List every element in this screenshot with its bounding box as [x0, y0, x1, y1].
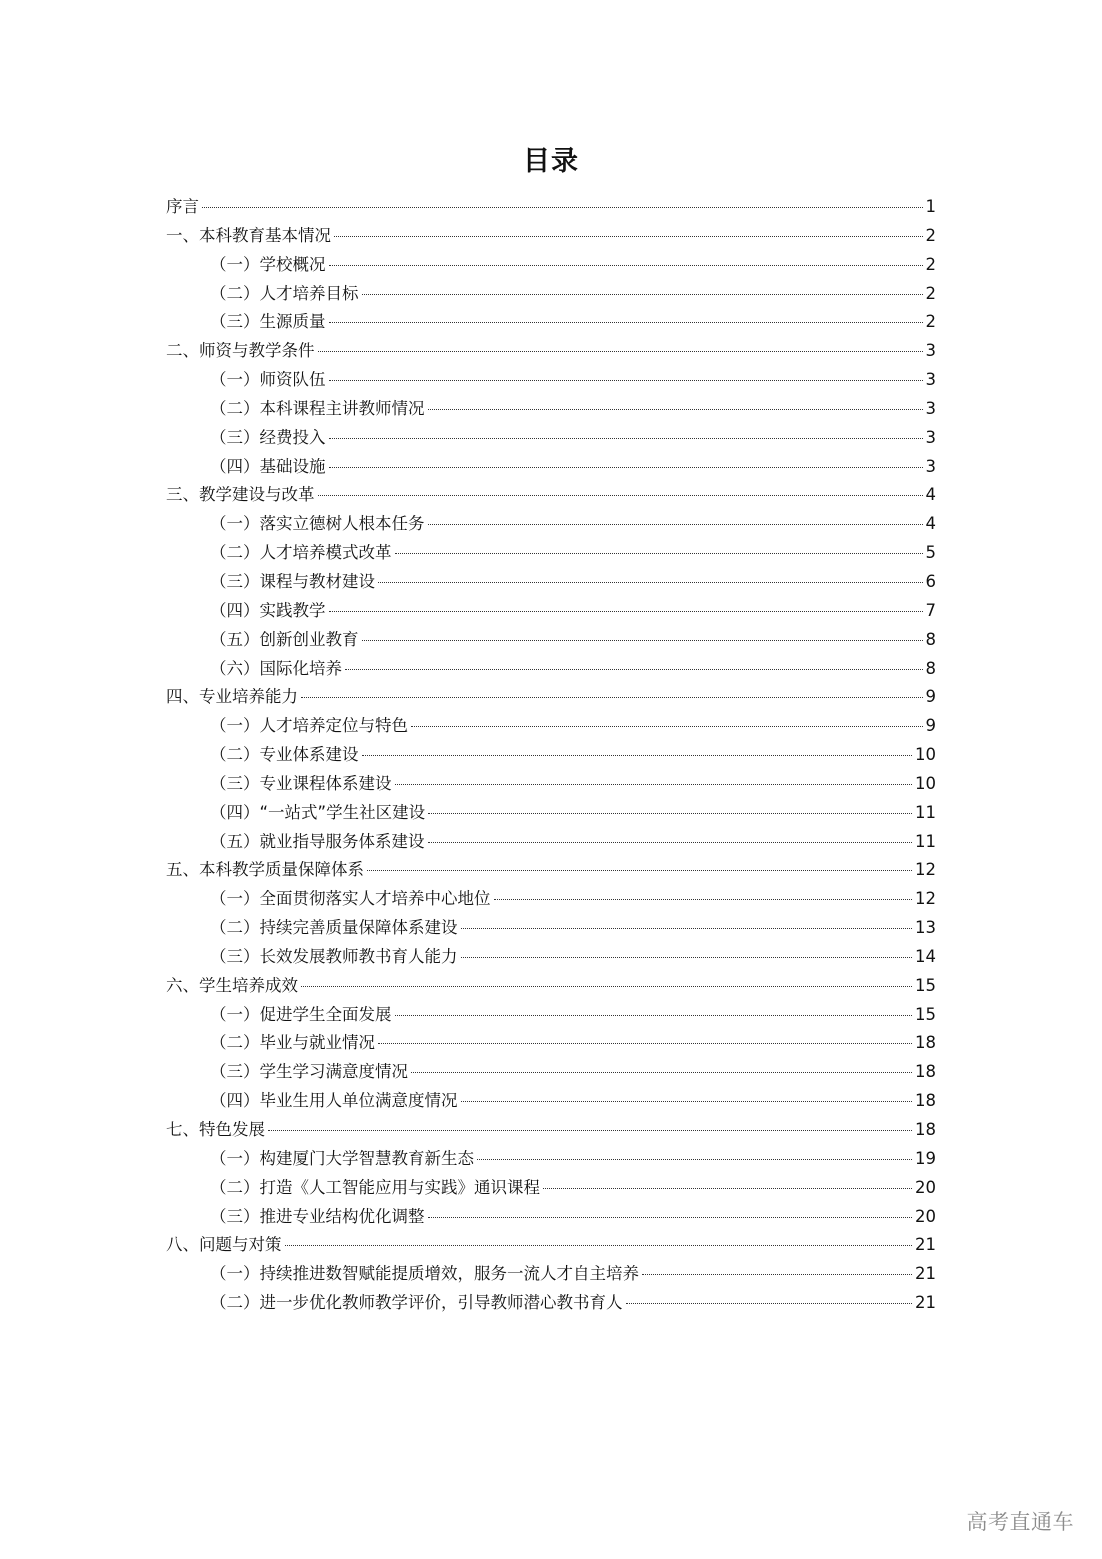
toc-page-number: 15	[915, 1004, 936, 1024]
toc-entry-label: （一）师资队伍	[210, 370, 326, 390]
toc-section-entry[interactable]	[166, 1289, 936, 1318]
toc-entry-label: 四、专业培养能力	[166, 687, 298, 707]
toc-dot-leader	[461, 927, 913, 929]
toc-section-entry[interactable]	[166, 914, 936, 943]
toc-entry-label: 七、特色发展	[166, 1120, 265, 1139]
toc-section-entry[interactable]	[166, 366, 936, 395]
toc-page-number: 18	[915, 1120, 936, 1139]
toc-section-entry[interactable]	[166, 712, 936, 741]
toc-page-number: 21	[915, 1235, 936, 1255]
toc-page-number: 18	[915, 1091, 936, 1111]
toc-dot-leader	[395, 1014, 913, 1016]
toc-page-number: 9	[925, 716, 936, 736]
toc-page-number: 20	[915, 1177, 936, 1197]
toc-chapter-entry[interactable]	[166, 337, 936, 366]
toc-section-entry[interactable]	[166, 510, 936, 539]
toc-entry-label: （二）本科课程主讲教师情况	[210, 398, 425, 418]
toc-section-entry[interactable]	[166, 251, 936, 280]
toc-page-number: 10	[915, 773, 936, 793]
toc-section-entry[interactable]	[166, 799, 936, 828]
toc-page-number: 19	[915, 1148, 936, 1168]
toc-page-number: 14	[915, 946, 936, 966]
toc-entry-label: （二）毕业与就业情况	[210, 1033, 375, 1053]
toc-section-entry[interactable]	[166, 1029, 936, 1058]
toc-entry-label: 三、教学建设与改革	[166, 485, 315, 505]
toc-dot-leader	[395, 552, 923, 554]
toc-page-number: 5	[925, 543, 936, 563]
toc-dot-leader	[362, 639, 923, 641]
toc-page-number: 3	[925, 370, 936, 390]
toc-entry-label: （三）学生学习满意度情况	[210, 1062, 408, 1082]
toc-entry-label: （三）课程与教材建设	[210, 571, 375, 591]
toc-dot-leader	[329, 437, 923, 439]
toc-dot-leader	[461, 1100, 913, 1102]
toc-dot-leader	[378, 1042, 912, 1044]
toc-section-entry[interactable]	[166, 597, 936, 626]
toc-page-number: 18	[915, 1033, 936, 1053]
toc-dot-leader	[428, 523, 923, 525]
toc-entry-label: （三）长效发展教师教书育人能力	[210, 946, 458, 966]
toc-dot-leader	[268, 1129, 912, 1131]
toc-section-entry[interactable]	[166, 308, 936, 337]
toc-chapter-entry[interactable]	[166, 1116, 936, 1145]
toc-section-entry[interactable]	[166, 280, 936, 309]
toc-dot-leader	[428, 812, 912, 814]
toc-section-entry[interactable]	[166, 568, 936, 597]
toc-page-number: 11	[915, 802, 936, 822]
toc-dot-leader	[494, 898, 913, 900]
toc-section-entry[interactable]	[166, 1001, 936, 1030]
toc-dot-leader	[428, 408, 923, 410]
toc-dot-leader	[395, 783, 913, 785]
toc-page-number: 21	[915, 1264, 936, 1284]
toc-page-number: 9	[925, 687, 936, 707]
toc-dot-leader	[329, 610, 923, 612]
toc-entry-label: （二）人才培养目标	[210, 283, 359, 303]
toc-dot-leader	[626, 1302, 913, 1304]
toc-section-entry[interactable]	[166, 424, 936, 453]
toc-entry-label: （一）人才培养定位与特色	[210, 716, 408, 736]
toc-entry-label: （四）毕业生用人单位满意度情况	[210, 1091, 458, 1111]
toc-entry-label: （三）专业课程体系建设	[210, 773, 392, 793]
toc-page-number: 8	[925, 658, 936, 678]
toc-entry-label: 八、问题与对策	[166, 1235, 282, 1255]
toc-dot-leader	[642, 1273, 912, 1275]
toc-page-number: 11	[915, 831, 936, 851]
toc-entry-label: 一、本科教育基本情况	[166, 225, 331, 245]
toc-dot-leader	[411, 1071, 912, 1073]
toc-section-entry[interactable]	[166, 943, 936, 972]
page-title: 目录	[523, 146, 579, 177]
toc-entry-label: （二）专业体系建设	[210, 745, 359, 765]
toc-section-entry[interactable]	[166, 539, 936, 568]
toc-entry-label: （五）就业指导服务体系建设	[210, 831, 425, 851]
toc-entry-label: （一）构建厦门大学智慧教育新生态	[210, 1148, 474, 1168]
toc-section-entry[interactable]	[166, 1260, 936, 1289]
toc-section-entry[interactable]	[166, 1087, 936, 1116]
toc-section-entry[interactable]	[166, 770, 936, 799]
toc-dot-leader	[428, 841, 913, 843]
toc-page-number: 10	[915, 745, 936, 765]
toc-entry-label: 二、师资与教学条件	[166, 341, 315, 361]
toc-page-number: 18	[915, 1062, 936, 1082]
toc-page-number: 4	[925, 514, 936, 534]
toc-entry-label: （二）人才培养模式改革	[210, 543, 392, 563]
toc-dot-leader	[329, 264, 923, 266]
toc-page-number: 2	[925, 225, 936, 245]
toc-section-entry[interactable]	[166, 1203, 936, 1232]
toc-entry-label: 序言	[166, 197, 199, 216]
toc-entry-label: （四）“一站式”学生社区建设	[210, 802, 426, 822]
toc-page-number: 8	[925, 629, 936, 649]
toc-entry-label: （二）打造《人工智能应用与实践》通识课程	[210, 1177, 540, 1197]
toc-page-number: 20	[915, 1206, 936, 1226]
toc-entry-label: （二）持续完善质量保障体系建设	[210, 918, 458, 938]
toc-entry-label: （三）推进专业结构优化调整	[210, 1206, 425, 1226]
toc-entry-label: （一）持续推进数智赋能提质增效，服务一流人才自主培养	[210, 1264, 639, 1284]
toc-entry-label: （四）基础设施	[210, 456, 326, 476]
toc-entry-label: 五、本科教学质量保障体系	[166, 860, 364, 880]
toc-chapter-entry[interactable]	[166, 193, 936, 222]
toc-entry-label: （一）落实立德树人根本任务	[210, 514, 425, 534]
toc-section-entry[interactable]	[166, 453, 936, 482]
toc-page-number: 3	[925, 341, 936, 361]
toc-dot-leader	[301, 696, 923, 698]
toc-dot-leader	[378, 581, 923, 583]
toc-section-entry[interactable]	[166, 741, 936, 770]
toc-dot-leader	[362, 293, 923, 295]
toc-entry-label: （三）生源质量	[210, 312, 326, 332]
toc-entry-label: （二）进一步优化教师教学评价，引导教师潜心教书育人	[210, 1293, 623, 1313]
toc-section-entry[interactable]	[166, 885, 936, 914]
toc-dot-leader	[329, 321, 923, 323]
toc-entry-label: （三）经费投入	[210, 427, 326, 447]
toc-dot-leader	[318, 350, 923, 352]
toc-section-entry[interactable]	[166, 1145, 936, 1174]
toc-entry-label: （一）学校概况	[210, 254, 326, 274]
toc-dot-leader	[461, 956, 913, 958]
toc-dot-leader	[411, 725, 923, 727]
toc-page-number: 2	[925, 283, 936, 303]
toc-dot-leader	[285, 1244, 913, 1246]
toc-dot-leader	[362, 754, 913, 756]
toc-entry-label: （六）国际化培养	[210, 658, 342, 678]
toc-chapter-entry[interactable]	[166, 481, 936, 510]
toc-page-number: 1	[925, 197, 936, 216]
toc-page-number: 13	[915, 918, 936, 938]
toc-section-entry[interactable]	[166, 1174, 936, 1203]
watermark-text: 高考直通车	[966, 1510, 1074, 1534]
toc-dot-leader	[367, 869, 912, 871]
toc-dot-leader	[301, 985, 912, 987]
toc-chapter-entry[interactable]	[166, 856, 936, 885]
toc-dot-leader	[345, 668, 923, 670]
toc-entry-label: 六、学生培养成效	[166, 975, 298, 995]
toc-dot-leader	[543, 1187, 912, 1189]
toc-chapter-entry[interactable]	[166, 972, 936, 1001]
table-of-contents	[166, 193, 936, 1318]
toc-dot-leader	[329, 379, 923, 381]
toc-entry-label: （五）创新创业教育	[210, 629, 359, 649]
toc-entry-label: （一）促进学生全面发展	[210, 1004, 392, 1024]
toc-dot-leader	[202, 206, 923, 208]
toc-section-entry[interactable]	[166, 395, 936, 424]
toc-chapter-entry[interactable]	[166, 683, 936, 712]
toc-page-number: 2	[925, 312, 936, 332]
toc-dot-leader	[318, 494, 923, 496]
toc-page-number: 4	[925, 485, 936, 505]
toc-page-number: 12	[915, 889, 936, 909]
toc-page-number: 12	[915, 860, 936, 880]
toc-chapter-entry[interactable]	[166, 1231, 936, 1260]
toc-section-entry[interactable]	[166, 655, 936, 684]
toc-section-entry[interactable]	[166, 828, 936, 857]
toc-entry-label: （一）全面贯彻落实人才培养中心地位	[210, 889, 491, 909]
toc-dot-leader	[334, 235, 923, 237]
toc-page-number: 3	[925, 427, 936, 447]
toc-dot-leader	[477, 1158, 912, 1160]
toc-section-entry[interactable]	[166, 1058, 936, 1087]
toc-dot-leader	[329, 466, 923, 468]
toc-page-number: 7	[925, 600, 936, 620]
toc-page-number: 2	[925, 254, 936, 274]
toc-page-number: 15	[915, 975, 936, 995]
toc-entry-label: （四）实践教学	[210, 600, 326, 620]
toc-page-number: 3	[925, 456, 936, 476]
toc-page-number: 21	[915, 1293, 936, 1313]
toc-section-entry[interactable]	[166, 626, 936, 655]
toc-page-number: 6	[925, 571, 936, 591]
toc-page-number: 3	[925, 398, 936, 418]
toc-chapter-entry[interactable]	[166, 222, 936, 251]
toc-dot-leader	[428, 1216, 913, 1218]
